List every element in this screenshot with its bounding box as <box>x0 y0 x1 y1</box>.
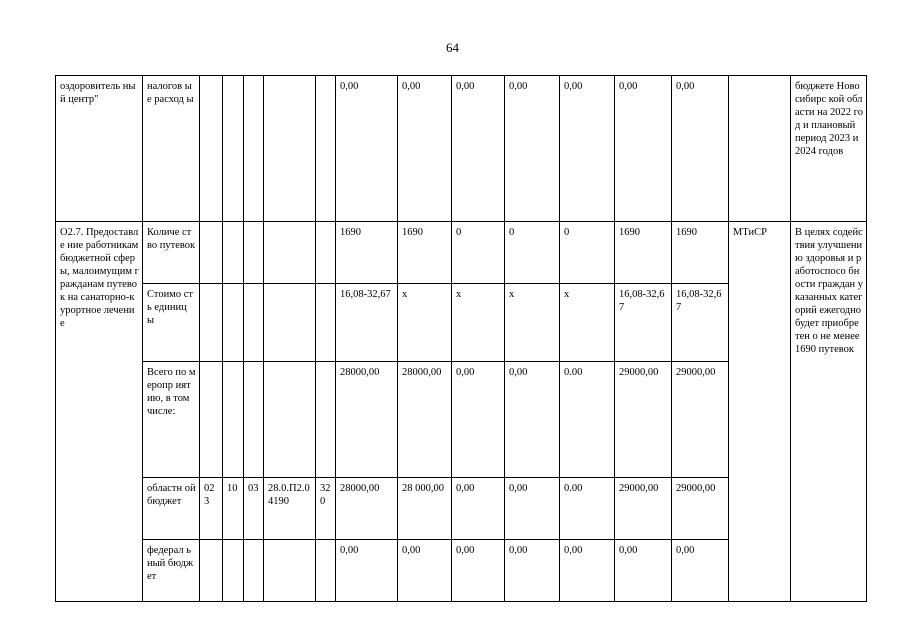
code-cell <box>264 284 316 362</box>
code-cell <box>244 540 264 602</box>
indicator-cell: Количе ство путевок <box>143 222 200 284</box>
code-cell <box>316 284 336 362</box>
value-cell: 1690 <box>398 222 452 284</box>
executor-cell: МТиСР <box>729 222 791 602</box>
table-row <box>56 76 867 222</box>
code-cell: 28.0.П2.04190 <box>264 478 316 540</box>
measure-cell: О2.7. Предоставле ние работникам бюджетной сферы, малоимущим гражданам путевок на санаторно-курортное лечение <box>56 222 143 602</box>
value-cell: 0,00 <box>452 540 505 602</box>
code-cell <box>200 284 223 362</box>
value-cell: 0,00 <box>560 540 615 602</box>
code-cell <box>244 76 264 222</box>
value-cell: 28 000,00 <box>398 478 452 540</box>
value-cell: 1690 <box>615 222 672 284</box>
value-cell: x <box>398 284 452 362</box>
value-cell: x <box>505 284 560 362</box>
value-cell: 0,00 <box>505 540 560 602</box>
value-cell: 16,08-32,67 <box>336 284 398 362</box>
value-cell: 1690 <box>672 222 729 284</box>
value-cell: 0,00 <box>560 76 615 222</box>
code-cell <box>244 284 264 362</box>
code-cell <box>223 540 244 602</box>
value-cell: 0.00 <box>560 478 615 540</box>
indicator-cell: Всего по меропр иятию, в том числе: <box>143 362 200 478</box>
value-cell: 0,00 <box>672 76 729 222</box>
code-cell: 10 <box>223 478 244 540</box>
value-cell: 0,00 <box>615 76 672 222</box>
indicator-cell: Стоимо сть единиц ы <box>143 284 200 362</box>
value-cell: 0 <box>560 222 615 284</box>
table-row <box>56 222 867 284</box>
value-cell: 0,00 <box>615 540 672 602</box>
code-cell <box>264 362 316 478</box>
code-cell <box>223 76 244 222</box>
value-cell: 29000,00 <box>615 478 672 540</box>
value-cell: 16,08-32,67 <box>615 284 672 362</box>
executor-cell <box>729 76 791 222</box>
value-cell: 29000,00 <box>615 362 672 478</box>
code-cell <box>200 540 223 602</box>
value-cell: 0,00 <box>452 76 505 222</box>
value-cell: 0,00 <box>672 540 729 602</box>
code-cell <box>264 222 316 284</box>
measure-cell: оздоровитель ный центр" <box>56 76 143 222</box>
value-cell: 28000,00 <box>398 362 452 478</box>
code-cell <box>223 362 244 478</box>
value-cell: 0,00 <box>398 76 452 222</box>
code-cell <box>200 362 223 478</box>
code-cell <box>316 222 336 284</box>
value-cell: 0 <box>452 222 505 284</box>
value-cell: 0,00 <box>336 76 398 222</box>
value-cell: 16,08-32,67 <box>672 284 729 362</box>
code-cell <box>264 540 316 602</box>
value-cell: 28000,00 <box>336 478 398 540</box>
value-cell: 29000,00 <box>672 478 729 540</box>
code-cell <box>223 284 244 362</box>
indicator-cell: областн ой бюджет <box>143 478 200 540</box>
result-cell: бюджете Новосибирс кой области на 2022 год и плановый период 2023 и 2024 годов <box>791 76 867 222</box>
code-cell <box>200 222 223 284</box>
code-cell <box>316 362 336 478</box>
value-cell: 0,00 <box>505 362 560 478</box>
program-table <box>55 75 867 602</box>
code-cell: 320 <box>316 478 336 540</box>
value-cell: 0,00 <box>505 76 560 222</box>
value-cell: 29000,00 <box>672 362 729 478</box>
value-cell: 0,00 <box>505 478 560 540</box>
code-cell <box>316 540 336 602</box>
indicator-cell: налогов ые расход ы <box>143 76 200 222</box>
value-cell: 0,00 <box>452 478 505 540</box>
code-cell <box>316 76 336 222</box>
code-cell: 03 <box>244 478 264 540</box>
value-cell: 28000,00 <box>336 362 398 478</box>
result-cell: В целях содействия улучшению здоровья и работоспосо бности граждан указанных категорий ежегодно будет приобретен о не менее 1690 путевок <box>791 222 867 602</box>
value-cell: x <box>560 284 615 362</box>
value-cell: 0 <box>505 222 560 284</box>
code-cell <box>223 222 244 284</box>
value-cell: 1690 <box>336 222 398 284</box>
code-cell: 023 <box>200 478 223 540</box>
indicator-cell: федерал ьный бюджет <box>143 540 200 602</box>
code-cell <box>200 76 223 222</box>
value-cell: 0,00 <box>452 362 505 478</box>
value-cell: x <box>452 284 505 362</box>
code-cell <box>244 362 264 478</box>
value-cell: 0,00 <box>398 540 452 602</box>
code-cell <box>264 76 316 222</box>
value-cell: 0.00 <box>560 362 615 478</box>
code-cell <box>244 222 264 284</box>
value-cell: 0,00 <box>336 540 398 602</box>
page-number: 64 <box>446 40 459 55</box>
